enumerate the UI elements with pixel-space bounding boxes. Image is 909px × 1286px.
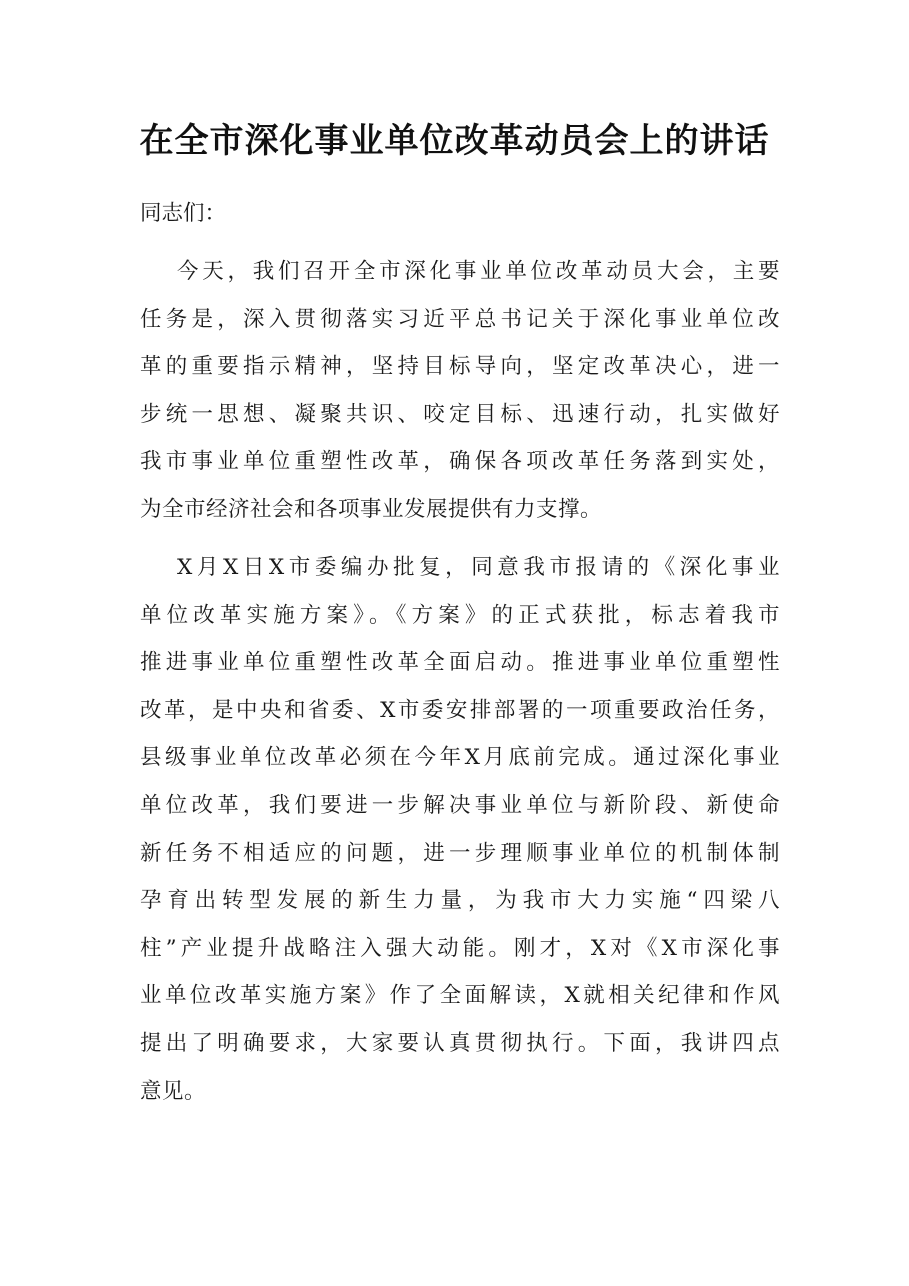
paragraph-line: 单位改革实施方案》。《方案》的正式获批，标志着我市: [140, 602, 780, 628]
paragraph-line: 为全市经济社会和各项事业发展提供有力支撑。: [140, 496, 603, 522]
paragraph-line: 改革，是中央和省委、X市委安排部署的一项重要政治任务，: [140, 697, 780, 723]
paragraph-line: 步统一思想、凝聚共识、咬定目标、迅速行动，扎实做好: [140, 401, 780, 427]
paragraph-line: 县级事业单位改革必须在今年X月底前完成。通过深化事业: [140, 745, 780, 771]
paragraph-line: 柱”产业提升战略注入强大动能。刚才，X对《X市深化事: [140, 935, 780, 961]
paragraph-line: 任务是，深入贯彻落实习近平总书记关于深化事业单位改: [140, 306, 780, 332]
paragraph-2: [140, 544, 780, 1115]
paragraph-line: X月X日X市委编办批复，同意我市报请的《深化事业: [177, 555, 780, 580]
paragraph-line: 推进事业单位重塑性改革全面启动。推进事业单位重塑性: [140, 650, 780, 676]
paragraph-line: 新任务不相适应的问题，进一步理顺事业单位的机制体制: [140, 840, 780, 866]
paragraph-line: 我市事业单位重塑性改革，确保各项改革任务落到实处，: [140, 449, 780, 475]
document-title: 在全市深化事业单位改革动员会上的讲话: [139, 121, 770, 161]
paragraph-line: 意见。: [140, 1078, 207, 1104]
salutation: 同志们：: [140, 201, 227, 226]
paragraph-1: [140, 248, 780, 534]
paragraph-line: 今天，我们召开全市深化事业单位改革动员大会，主要: [177, 259, 780, 284]
paragraph-line: 单位改革，我们要进一步解决事业单位与新阶段、新使命: [140, 792, 780, 818]
paragraph-line: 业单位改革实施方案》作了全面解读，X就相关纪律和作风: [140, 983, 780, 1009]
paragraph-line: 孕育出转型发展的新生力量，为我市大力实施“四梁八: [140, 888, 780, 914]
paragraph-line: 革的重要指示精神，坚持目标导向，坚定改革决心，进一: [140, 354, 780, 380]
paragraph-line: 提出了明确要求，大家要认真贯彻执行。下面，我讲四点: [140, 1030, 780, 1056]
